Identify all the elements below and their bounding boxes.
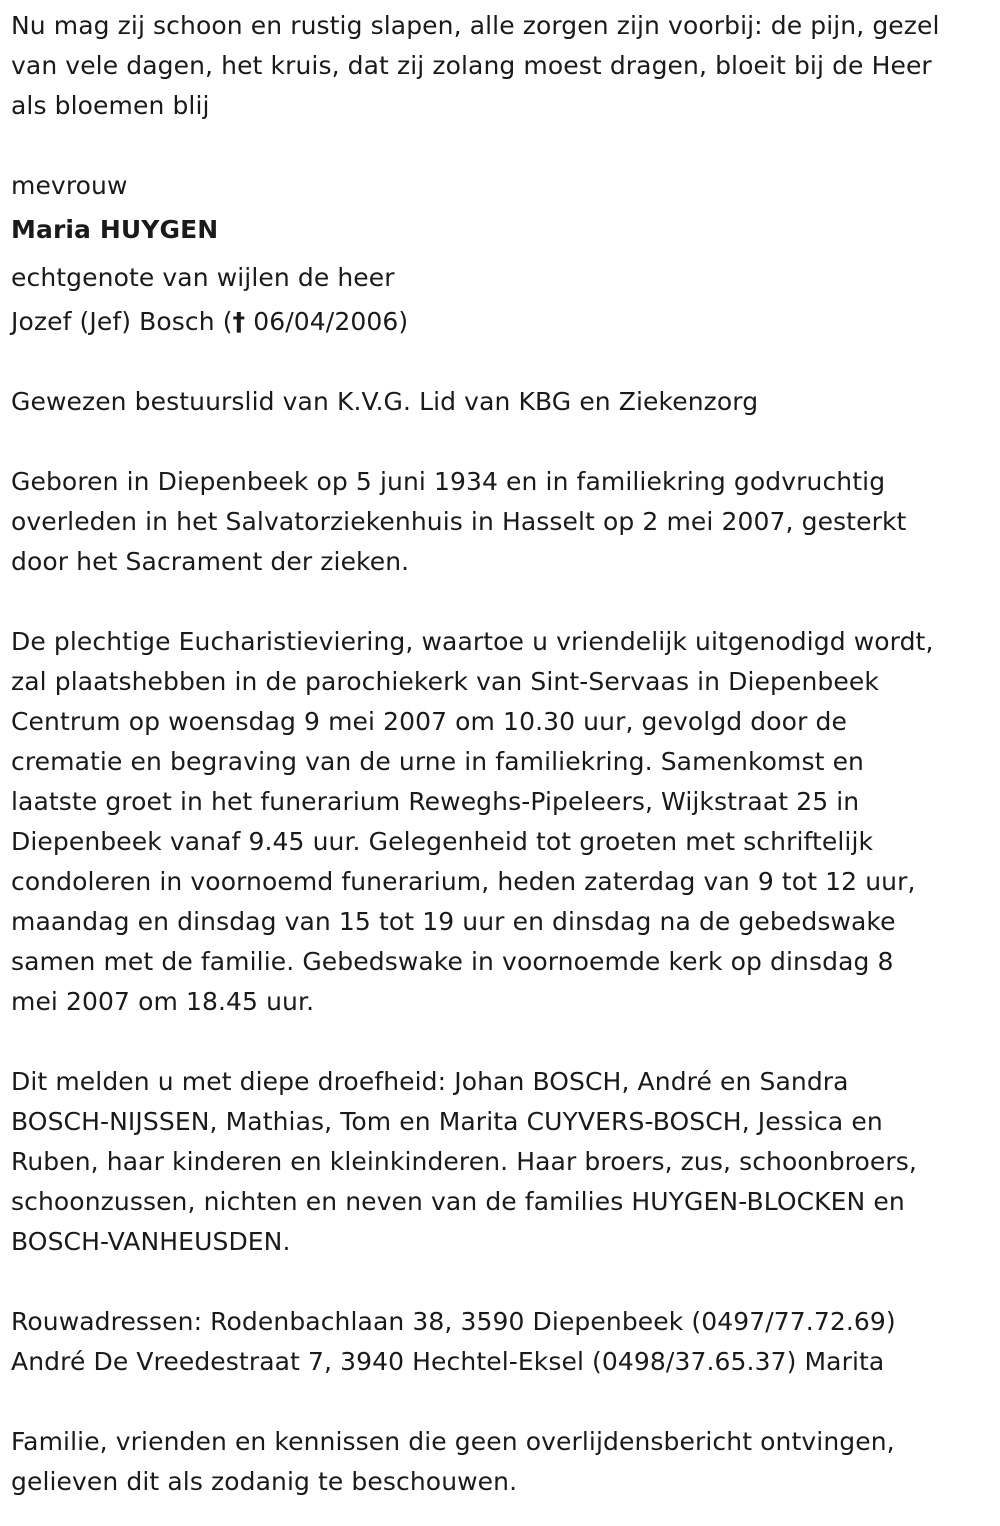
poem-line: als bloemen blij	[11, 91, 210, 120]
deceased-relation: echtgenote van wijlen de heer	[11, 263, 395, 292]
spacer	[11, 1382, 991, 1422]
deceased-name: Maria HUYGEN	[11, 215, 219, 244]
paragraph-line: BOSCH-NIJSSEN, Mathias, Tom en Marita CUYVERS-BOSCH, Jessica en	[11, 1107, 883, 1136]
paragraph-line: overleden in het Salvatorziekenhuis in Hasselt op 2 mei 2007, gesterkt	[11, 507, 907, 536]
paragraph-line: crematie en begraving van de urne in familiekring. Samenkomst en	[11, 747, 864, 776]
paragraph-line: Dit melden u met diepe droefheid: Johan BOSCH, André en Sandra	[11, 1067, 849, 1096]
poem-line: van vele dagen, het kruis, dat zij zolang moest dragen, bloeit bij de Heer	[11, 51, 932, 80]
deceased-title: mevrouw	[11, 171, 128, 200]
paragraph-line: gelieven dit als zodanig te beschouwen.	[11, 1467, 518, 1496]
closing-paragraph	[11, 1422, 991, 1502]
poem-line: Nu mag zij schoon en rustig slapen, alle zorgen zijn voorbij: de pijn, gezel	[11, 11, 940, 40]
spouse-line	[11, 302, 991, 342]
paragraph-line: Familie, vrienden en kennissen die geen overlijdensbericht ontvingen,	[11, 1427, 895, 1456]
paragraph-line: Centrum op woensdag 9 mei 2007 om 10.30 uur, gevolgd door de	[11, 707, 847, 736]
paragraph-line: laatste groet in het funerarium Reweghs-Pipeleers, Wijkstraat 25 in	[11, 787, 860, 816]
spacer	[11, 1262, 991, 1302]
spacer	[11, 582, 991, 622]
paragraph-line: schoonzussen, nichten en neven van de families HUYGEN-BLOCKEN en	[11, 1187, 905, 1216]
cross-icon: †	[232, 307, 246, 336]
paragraph-line: BOSCH-VANHEUSDEN.	[11, 1227, 291, 1256]
paragraph-line: maandag en dinsdag van 15 tot 19 uur en dinsdag na de gebedswake	[11, 907, 896, 936]
paragraph-line: Rouwadressen: Rodenbachlaan 38, 3590 Diepenbeek (0497/77.72.69)	[11, 1307, 896, 1336]
paragraph-line: André De Vreedestraat 7, 3940 Hechtel-Eksel (0498/37.65.37) Marita	[11, 1347, 885, 1376]
paragraph-line: condoleren in voornoemd funerarium, heden zaterdag van 9 tot 12 uur,	[11, 867, 916, 896]
paragraph-line: Geboren in Diepenbeek op 5 juni 1934 en in familiekring godvruchtig	[11, 467, 886, 496]
spacer	[11, 422, 991, 462]
spouse-name: Jozef (Jef) Bosch (	[11, 307, 233, 336]
spouse-death-date: 06/04/2006)	[245, 307, 409, 336]
spacer	[11, 342, 991, 382]
paragraph-line: mei 2007 om 18.45 uur.	[11, 987, 315, 1016]
paragraph-line: Diepenbeek vanaf 9.45 uur. Gelegenheid tot groeten met schriftelijk	[11, 827, 874, 856]
paragraph-line: zal plaatshebben in de parochiekerk van Sint-Servaas in Diepenbeek	[11, 667, 879, 696]
family-paragraph	[11, 1062, 991, 1262]
spacer	[11, 126, 991, 166]
addresses-paragraph	[11, 1302, 991, 1382]
poem	[11, 6, 991, 126]
roles: Gewezen bestuurslid van K.V.G. Lid van KBG en Ziekenzorg	[11, 387, 759, 416]
ceremony-paragraph	[11, 622, 991, 1022]
birth-death-paragraph	[11, 462, 991, 582]
death-notice	[11, 6, 991, 1502]
paragraph-line: Ruben, haar kinderen en kleinkinderen. Haar broers, zus, schoonbroers,	[11, 1147, 917, 1176]
paragraph-line: door het Sacrament der zieken.	[11, 547, 410, 576]
paragraph-line: De plechtige Eucharistieviering, waartoe u vriendelijk uitgenodigd wordt,	[11, 627, 934, 656]
spacer	[11, 1022, 991, 1062]
paragraph-line: samen met de familie. Gebedswake in voornoemde kerk op dinsdag 8	[11, 947, 894, 976]
